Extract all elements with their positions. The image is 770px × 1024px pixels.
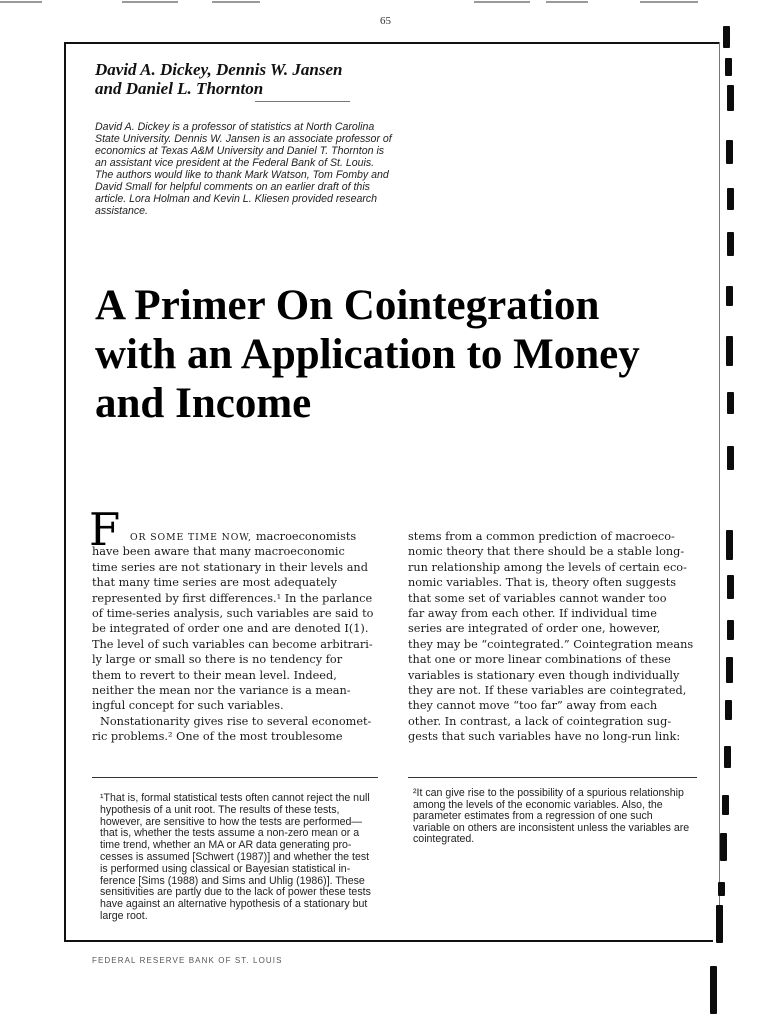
binding-mark — [724, 746, 731, 768]
body-line: variables is stationary even though individually — [408, 668, 680, 682]
body-line: ingful concept for such variables. — [92, 699, 284, 713]
binding-mark — [727, 446, 734, 470]
footnote-line: large root. — [100, 909, 148, 922]
author-note-line: economics at Texas A&M University and Daniel T. Thornton is — [95, 145, 385, 157]
binding-mark — [725, 700, 732, 720]
author-note-line: The authors would like to thank Mark Watson, Tom Fomby and — [95, 169, 389, 181]
binding-mark — [727, 620, 734, 640]
binding-mark — [726, 286, 733, 306]
author-line: and Daniel L. Thornton — [95, 79, 264, 98]
scan-edge-mark — [474, 1, 530, 3]
body-line-lead — [92, 529, 378, 544]
author-line: David A. Dickey, Dennis W. Jansen — [95, 60, 343, 79]
footnote-line: among the levels of the economic variables. Also, the — [413, 798, 663, 811]
binding-mark — [727, 85, 734, 111]
binding-mark — [726, 657, 733, 683]
footnote-rule-right — [408, 777, 697, 778]
footnote-line: however, are sensitive to how the tests are performed— — [100, 815, 363, 828]
frame-right-rule — [719, 42, 720, 940]
lead-rest: macroeconomists — [255, 530, 357, 543]
binding-mark — [727, 188, 734, 210]
body-line: that some set of variables cannot wander too — [408, 591, 667, 605]
scan-edge-mark — [122, 1, 178, 3]
footnote-2 — [413, 788, 689, 846]
scan-edge-mark — [212, 1, 260, 3]
title-line: A Primer On Cointegration — [95, 282, 600, 329]
body-line: nomic theory that there should be a stable long- — [408, 545, 685, 559]
author-note-line: David Small for helpful comments on an earlier draft of this — [95, 181, 370, 193]
frame-top-rule — [64, 42, 719, 44]
binding-mark — [727, 232, 734, 256]
body-line: that one or more linear combinations of these — [408, 653, 671, 667]
binding-mark — [716, 905, 723, 943]
author-note-line: assistance. — [95, 205, 148, 217]
body-line: neither the mean nor the variance is a mean- — [92, 683, 351, 697]
body-line: ric problems.² One of the most troublesome — [92, 730, 343, 744]
drop-cap: F — [89, 503, 121, 556]
lead-small-caps: OR SOME TIME NOW, — [130, 532, 252, 543]
binding-mark — [722, 795, 729, 815]
body-line: they may be “cointegrated.” Cointegration means — [408, 637, 694, 651]
binding-mark — [726, 140, 733, 164]
binding-mark — [723, 26, 730, 48]
body-line: they are not. If these variables are cointegrated, — [408, 683, 687, 697]
byline-rule — [255, 101, 350, 102]
page-number: 65 — [380, 15, 391, 27]
body-line: nomic variables. That is, theory often suggests — [408, 576, 677, 590]
body-line: that many time series are most adequately — [92, 576, 338, 590]
body-column-left — [92, 529, 378, 744]
body-line: stems from a common prediction of macroeco- — [408, 530, 675, 543]
author-note-line: an assistant vice president at the Federal Bank of St. Louis. — [95, 157, 375, 169]
body-column-right — [408, 529, 698, 744]
article-title — [95, 281, 640, 428]
author-note-line: State University. Dennis W. Jansen is an associate professor of — [95, 133, 392, 145]
body-line: gests that such variables have no long-run link: — [408, 730, 681, 744]
footnote-line: ²It can give rise to the possibility of a spurious relationship — [413, 787, 684, 799]
body-line: of time-series analysis, such variables are said to — [92, 606, 374, 620]
footnote-line: parameter estimates from a regression of one such — [413, 810, 653, 822]
frame-bottom-rule — [64, 940, 713, 942]
author-note — [95, 121, 395, 217]
author-byline — [95, 60, 342, 98]
publication-footer: FEDERAL RESERVE BANK OF ST. LOUIS — [92, 956, 283, 965]
author-note-line: article. Lora Holman and Kevin L. Kliesen provided research — [95, 193, 378, 205]
footnote-line: variable on others are inconsistent unless the variables are — [413, 821, 690, 834]
scan-edge-mark — [0, 1, 42, 3]
binding-mark — [720, 833, 727, 861]
body-line: other. In contrast, a lack of cointegration sug- — [408, 714, 672, 728]
body-line: they cannot move “too far” away from each — [408, 699, 658, 713]
footnote-1 — [100, 793, 371, 923]
binding-mark — [726, 336, 733, 366]
body-line: represented by first differences.¹ In the parlance — [92, 591, 373, 605]
body-line: ly large or small so there is no tendency for — [92, 653, 343, 667]
footnote-line: have against an alternative hypothesis of a stationary but — [100, 898, 368, 911]
footnote-line: cesses is assumed [Schwert (1987)] and whether the test — [100, 850, 370, 863]
footnote-line: hypothesis of a unit root. The results of these tests, — [100, 803, 340, 816]
scan-edge-mark — [640, 1, 698, 3]
footnote-line: sensitivities are partly due to the lack of power these tests — [100, 886, 371, 899]
scan-edge-mark — [546, 1, 588, 3]
binding-mark — [727, 575, 734, 599]
body-line: run relationship among the levels of certain eco- — [408, 560, 687, 574]
body-line: Nonstationarity gives rise to several economet- — [100, 714, 372, 728]
title-line: with an Application to Money — [95, 331, 640, 378]
footnote-rule-left — [92, 777, 378, 778]
body-line: far away from each other. If individual time — [408, 606, 657, 620]
binding-mark — [718, 882, 725, 896]
binding-mark — [710, 966, 717, 1014]
author-note-line: David A. Dickey is a professor of statistics at North Carolina — [95, 121, 375, 133]
title-line: and Income — [95, 380, 312, 427]
footnote-line: is performed using classical or Bayesian statistical in- — [100, 862, 351, 875]
binding-mark — [727, 392, 734, 414]
body-line: them to revert to their mean level. Indeed, — [92, 668, 337, 682]
body-line: be integrated of order one and are denoted I(1). — [92, 622, 369, 636]
footnote-line: ¹That is, formal statistical tests often cannot reject the null — [100, 792, 370, 804]
footnote-line: that is, whether the tests assume a non-zero mean or a — [100, 827, 360, 840]
footnote-line: time trend, whether an MA or AR data generating pro- — [100, 839, 352, 852]
footnote-line: cointegrated. — [413, 833, 475, 845]
frame-left-rule — [64, 42, 66, 941]
body-line: series are integrated of order one, however, — [408, 622, 661, 636]
footnote-line: ference [Sims (1988) and Sims and Uhlig (1986)]. These — [100, 874, 365, 887]
body-line: have been aware that many macroeconomic — [92, 545, 345, 559]
binding-mark — [725, 58, 732, 76]
body-line: time series are not stationary in their levels and — [92, 560, 368, 574]
body-line: The level of such variables can become arbitrari- — [92, 637, 373, 651]
binding-mark — [726, 530, 733, 560]
